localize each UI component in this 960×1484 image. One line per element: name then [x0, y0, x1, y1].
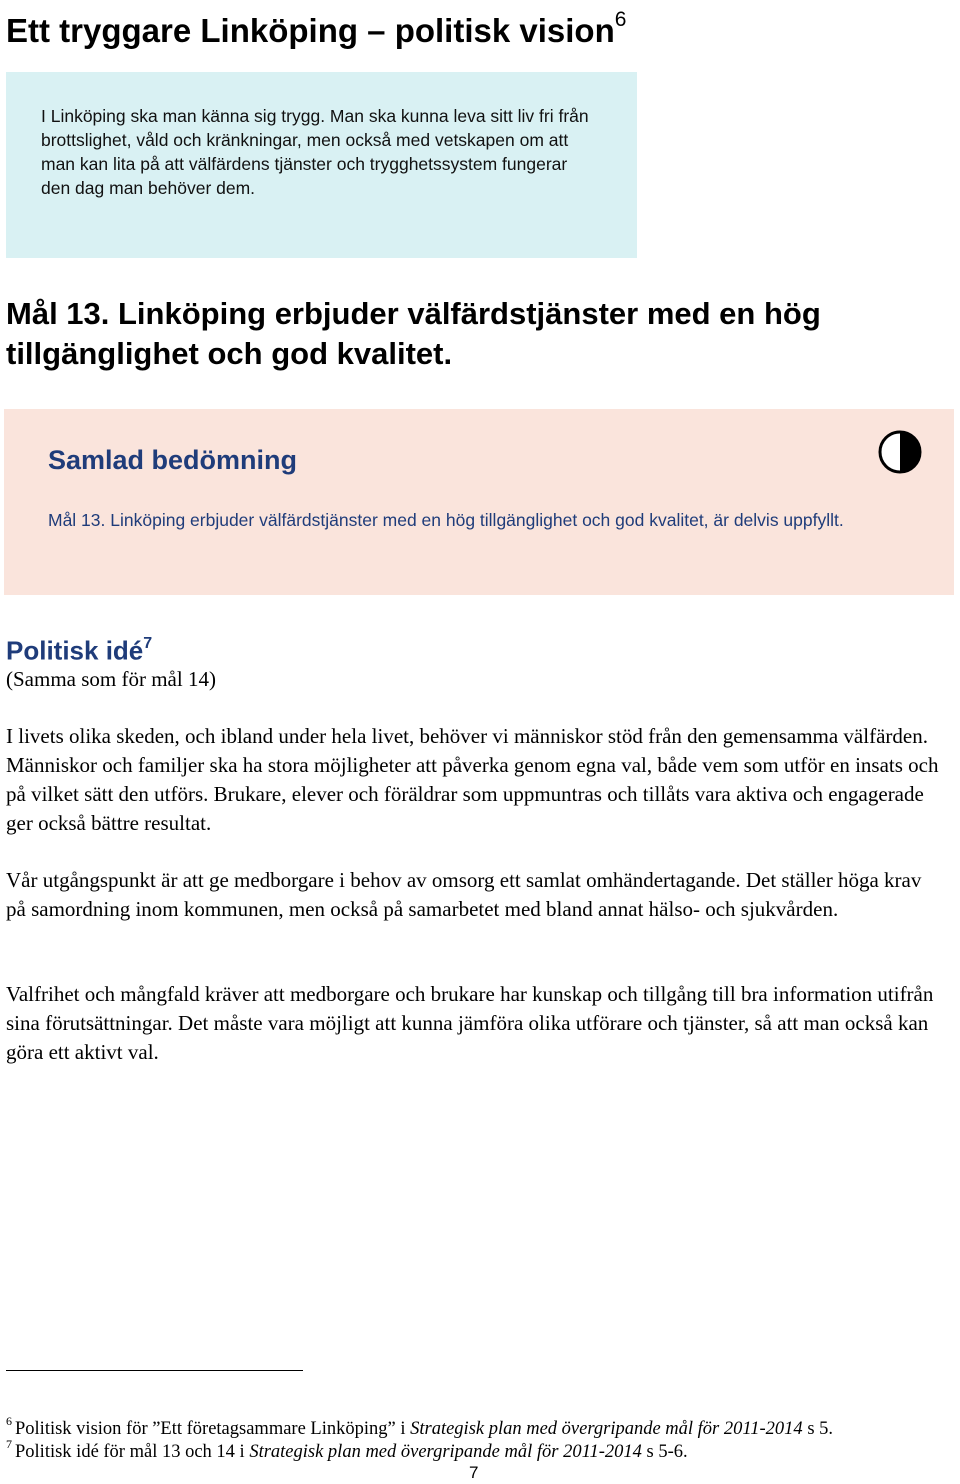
footnote-text: Politisk vision för ”Ett företagsammare Linköping” i: [15, 1419, 411, 1440]
footnote-text: Politisk idé för mål 13 och 14 i: [15, 1442, 250, 1463]
paragraph: I livets olika skeden, och ibland under hela livet, behöver vi människor stöd från den gemensamma välfärden. Människor och familjer ska ha stora möjligheter att påverka genom egna val, både vem som utför en insats och på vilket sätt den utförs. Brukare, elever och föräldrar som uppmuntras och tillåts vara aktiva och engagerade ger också bättre resultat.: [6, 724, 939, 835]
footnote-page-ref: s 5-6.: [641, 1442, 688, 1463]
page-title-text: Ett tryggare Linköping – politisk vision: [6, 12, 615, 49]
political-idea-subheading: (Samma som för mål 14): [6, 667, 216, 691]
assessment-box: [4, 409, 954, 595]
assessment-title: Samlad bedömning: [48, 445, 298, 475]
vision-text: I Linköping ska man känna sig trygg. Man ska kunna leva sitt liv fri från brottslighet, våld och kränkningar, men också med vetskapen om att man kan lita på att välfärdens tjänster och trygghetssystem fungerar den dag man behöver dem.: [41, 106, 589, 198]
assessment-text: Mål 13. Linköping erbjuder välfärdstjänster med en hög tillgänglighet och god kvalitet, är delvis uppfyllt.: [48, 510, 844, 530]
footnote-source-title: Strategisk plan med övergripande mål för 2011-2014: [410, 1419, 803, 1440]
footnote-divider: [6, 1370, 303, 1371]
page-number: 7: [469, 1463, 479, 1482]
paragraph: Valfrihet och mångfald kräver att medborgare och brukare har kunskap och tillgång till bra information utifrån sina förutsättningar. Det måste vara möjligt att kunna jämföra olika utförare och tjänster, så att man också kan göra ett aktivt val.: [6, 982, 934, 1064]
footnote-number: 6: [6, 1414, 12, 1428]
footnote-source-title: Strategisk plan med övergripande mål för 2011-2014: [249, 1442, 642, 1463]
political-idea-heading: [6, 629, 152, 668]
half-filled-circle-icon: [877, 429, 923, 475]
footnote-ref-6: 6: [614, 8, 627, 31]
political-idea-heading-text: Politisk idé: [6, 635, 144, 666]
vision-box: [6, 72, 637, 258]
goal-heading: Mål 13. Linköping erbjuder välfärdstjänster med en hög tillgänglighet och god kvalitet.: [6, 296, 821, 371]
footnote-ref-7: 7: [143, 635, 153, 652]
footnote-number: 7: [6, 1437, 12, 1451]
page-title: [6, 2, 946, 53]
footnote-page-ref: s 5.: [802, 1419, 834, 1440]
footnote: [6, 1434, 956, 1464]
paragraph: Vår utgångspunkt är att ge medborgare i behov av omsorg ett samlat omhändertagande. Det ställer höga krav på samordning inom kommunen, men också på samarbetet med bland annat hälso- och sjukvården.: [6, 868, 922, 921]
